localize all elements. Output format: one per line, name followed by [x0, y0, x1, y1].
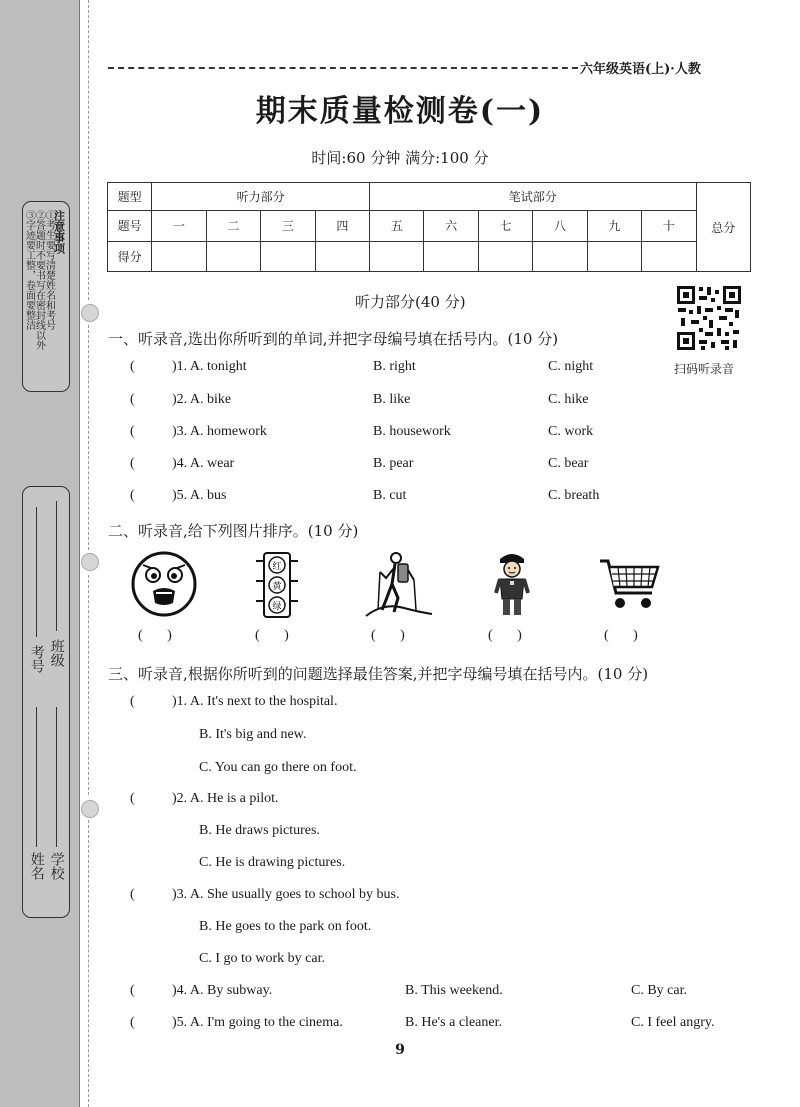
score-cell[interactable] — [370, 241, 424, 271]
picture-answer-4[interactable]: ( ) — [488, 628, 522, 643]
school-line — [56, 707, 57, 847]
seal-line-middle — [88, 325, 89, 550]
class-label: 班级 — [48, 639, 65, 667]
student-info-box — [22, 486, 70, 918]
listening-heading: 听力部分(40 分) — [355, 293, 466, 311]
part1-heading: 一、听录音,选出你所听到的单词,并把字母编号填在括号内。(10 分) — [108, 330, 559, 348]
number-cell: 九 — [587, 211, 641, 241]
p3q2-option-b: B. He draws pictures. — [199, 823, 320, 838]
p3q4-option-c: C. By car. — [631, 983, 687, 998]
page-number: 9 — [395, 1042, 405, 1058]
answer-paren[interactable]: ( — [130, 424, 135, 439]
listening-label: 听力部分 — [152, 183, 370, 211]
number-cell: 六 — [424, 211, 478, 241]
answer-paren[interactable]: ( — [130, 456, 135, 471]
score-cell[interactable] — [533, 241, 587, 271]
q5-option-a: )5. A. bus — [172, 488, 227, 503]
q2-option-a: )2. A. bike — [172, 392, 232, 407]
p3q4-option-b: B. This weekend. — [405, 983, 503, 998]
p3q5-option-c: C. I feel angry. — [631, 1015, 715, 1030]
notice-line-2: ②答题时不要书写在密封线以外 — [33, 210, 45, 350]
part2-heading: 二、听录音,给下列图片排序。(10 分) — [108, 522, 359, 540]
score-cell[interactable] — [315, 241, 369, 271]
picture-answer-5[interactable]: ( ) — [604, 628, 638, 643]
part3-heading: 三、听录音,根据你所听到的问题选择最佳答案,并把字母编号填在括号内。(10 分) — [108, 665, 649, 683]
score-label: 得分 — [108, 241, 152, 271]
notice-box — [22, 201, 70, 392]
score-table — [107, 182, 751, 272]
answer-paren[interactable]: ( — [130, 488, 135, 503]
q1-option-a: )1. A. tonight — [172, 359, 247, 374]
number-cell: 十 — [642, 211, 696, 241]
number-label: 题号 — [108, 211, 152, 241]
answer-paren[interactable]: ( — [130, 1015, 135, 1030]
number-cell: 二 — [206, 211, 260, 241]
p3q4-option-a: )4. A. By subway. — [172, 983, 273, 998]
light-label-green: 绿 — [272, 602, 282, 612]
score-cell[interactable] — [478, 241, 532, 271]
p3q5-option-a: )5. A. I'm going to the cinema. — [172, 1015, 343, 1030]
p3q3-option-c: C. I go to work by car. — [199, 951, 325, 966]
answer-paren[interactable]: ( — [130, 359, 135, 374]
qr-caption: 扫码听录音 — [674, 362, 735, 376]
seal-line-bottom — [88, 820, 89, 1107]
seal-line-lower — [88, 575, 89, 795]
page-title: 期末质量检测卷(一) — [255, 94, 545, 129]
q3-option-b: B. housework — [373, 424, 451, 439]
q2-option-b: B. like — [373, 392, 411, 407]
subject-label: 六年级英语(上)·人教 — [580, 62, 701, 77]
p3q3-option-a: )3. A. She usually goes to school by bus. — [172, 887, 400, 902]
p3q1-option-b: B. It's big and new. — [199, 727, 307, 742]
light-label-red: 红 — [272, 562, 282, 572]
q5-option-c: C. breath — [548, 488, 600, 503]
q2-option-c: C. hike — [548, 392, 589, 407]
answer-paren[interactable]: ( — [130, 791, 135, 806]
total-label: 总分 — [696, 183, 750, 272]
p3q1-option-a: )1. A. It's next to the hospital. — [172, 694, 338, 709]
number-cell: 三 — [261, 211, 315, 241]
police-officer-icon — [492, 549, 532, 619]
q3-option-c: C. work — [548, 424, 594, 439]
q1-option-b: B. right — [373, 359, 416, 374]
p3q2-option-a: )2. A. He is a pilot. — [172, 791, 279, 806]
name-line — [36, 707, 37, 847]
answer-paren[interactable]: ( — [130, 887, 135, 902]
score-cell[interactable] — [642, 241, 696, 271]
picture-answer-1[interactable]: ( ) — [138, 628, 172, 643]
score-cell[interactable] — [587, 241, 641, 271]
score-cell[interactable] — [206, 241, 260, 271]
score-cell[interactable] — [152, 241, 206, 271]
p3q5-option-b: B. He's a cleaner. — [405, 1015, 502, 1030]
q4-option-c: C. bear — [548, 456, 589, 471]
seal-marker — [81, 304, 99, 322]
number-cell: 一 — [152, 211, 206, 241]
type-label: 题型 — [108, 183, 152, 211]
time-info: 时间:60 分钟 满分:100 分 — [311, 149, 489, 167]
number-cell: 八 — [533, 211, 587, 241]
score-cell[interactable] — [424, 241, 478, 271]
name-label: 姓名 — [28, 852, 45, 880]
number-cell: 四 — [315, 211, 369, 241]
exam-no-label: 考号 — [28, 645, 45, 673]
qr-code-icon[interactable] — [675, 284, 743, 352]
picture-answer-3[interactable]: ( ) — [371, 628, 405, 643]
notice-line-1: ①考生要写清楚姓名和考号 — [43, 210, 55, 330]
class-line — [56, 501, 57, 631]
q3-option-a: )3. A. homework — [172, 424, 267, 439]
q5-option-b: B. cut — [373, 488, 407, 503]
light-label-yellow: 黄 — [272, 582, 282, 592]
hiker-icon — [364, 550, 434, 618]
score-cell[interactable] — [261, 241, 315, 271]
seal-marker — [81, 800, 99, 818]
seal-marker — [81, 553, 99, 571]
q4-option-b: B. pear — [373, 456, 414, 471]
notice-line-3: ③字迹要工整，卷面要整洁 — [23, 210, 35, 330]
school-label: 学校 — [48, 852, 65, 880]
q1-option-c: C. night — [548, 359, 594, 374]
writing-label: 笔试部分 — [370, 183, 697, 211]
scared-face-icon — [131, 551, 197, 617]
shopping-cart-icon — [598, 557, 662, 613]
p3q3-option-b: B. He goes to the park on foot. — [199, 919, 372, 934]
notice-label: 注意事项 — [52, 210, 66, 254]
traffic-light-icon — [252, 551, 302, 619]
header-rule — [108, 67, 578, 69]
answer-paren[interactable]: ( — [130, 694, 135, 709]
answer-paren[interactable]: ( — [130, 983, 135, 998]
number-cell: 七 — [478, 211, 532, 241]
picture-answer-2[interactable]: ( ) — [255, 628, 289, 643]
p3q1-option-c: C. You can go there on foot. — [199, 760, 357, 775]
number-cell: 五 — [370, 211, 424, 241]
answer-paren[interactable]: ( — [130, 392, 135, 407]
q4-option-a: )4. A. wear — [172, 456, 235, 471]
exam-no-line — [36, 507, 37, 637]
p3q2-option-c: C. He is drawing pictures. — [199, 855, 346, 870]
